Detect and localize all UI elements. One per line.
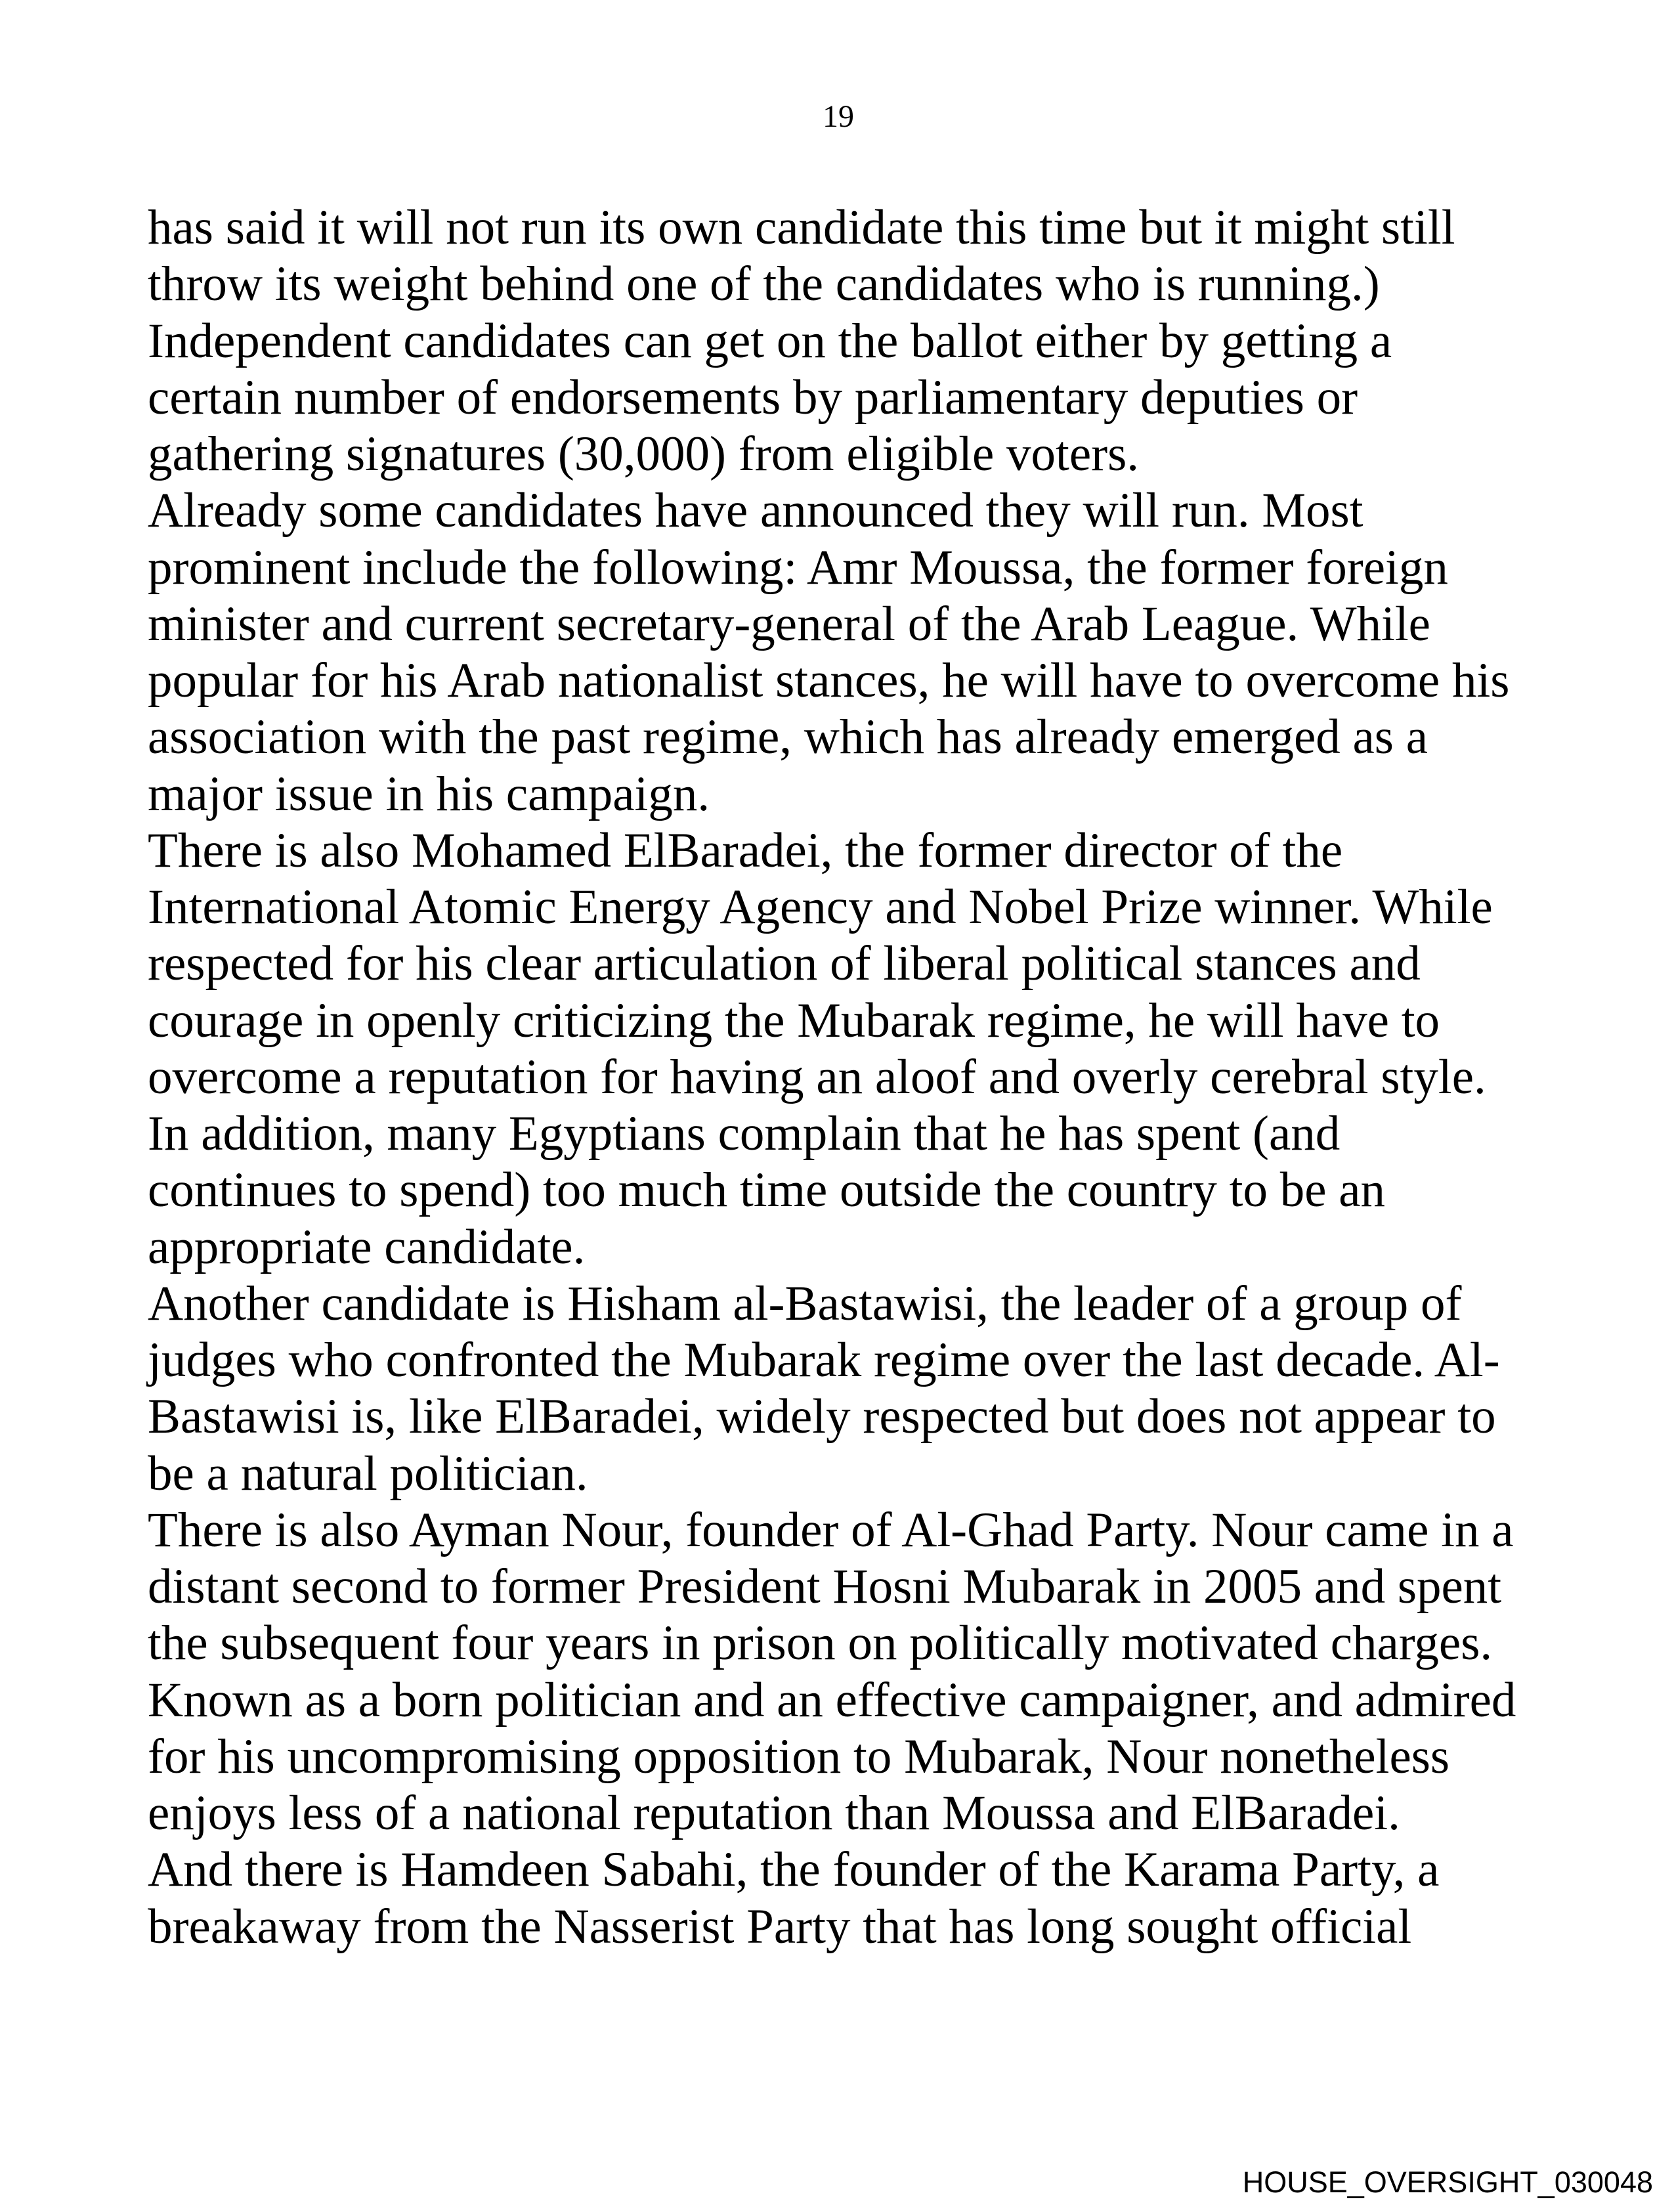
text-line: has said it will not run its own candidate this time but it might still [148, 200, 1455, 255]
text-line: There is also Mohamed ElBaradei, the former director of the [148, 823, 1343, 878]
text-line: Bastawisi is, like ElBaradei, widely respected but does not appear to [148, 1389, 1496, 1444]
text-line: for his uncompromising opposition to Mubarak, Nour nonetheless [148, 1729, 1450, 1784]
text-line: Independent candidates can get on the ballot either by getting a [148, 313, 1392, 368]
page-number: 19 [823, 99, 854, 134]
text-line: the subsequent four years in prison on politically motivated charges. [148, 1616, 1493, 1671]
text-line: popular for his Arab nationalist stances, he will have to overcome his [148, 653, 1510, 708]
text-line: Already some candidates have announced they will run. Most [148, 483, 1363, 538]
text-line: prominent include the following: Amr Moussa, the former foreign [148, 540, 1448, 595]
text-line: Known as a born politician and an effective campaigner, and admired [148, 1672, 1516, 1727]
text-line: judges who confronted the Mubarak regime over the last decade. Al- [148, 1333, 1500, 1387]
text-line: major issue in his campaign. [148, 766, 710, 821]
text-line: enjoys less of a national reputation than Moussa and ElBaradei. [148, 1786, 1400, 1840]
text-line: And there is Hamdeen Sabahi, the founder of the Karama Party, a [148, 1842, 1440, 1898]
text-line: In addition, many Egyptians complain that he has spent (and [148, 1106, 1341, 1161]
text-line: continues to spend) too much time outside the country to be an [148, 1163, 1386, 1218]
text-line: overcome a reputation for having an aloof and overly cerebral style. [148, 1049, 1486, 1104]
bates-stamp-footer: HOUSE_OVERSIGHT_030048 [1242, 2165, 1653, 2199]
text-line: minister and current secretary-general of the Arab League. While [148, 596, 1430, 651]
text-line: throw its weight behind one of the candidates who is running.) [148, 257, 1380, 312]
text-line: be a natural politician. [148, 1446, 588, 1501]
text-line: respected for his clear articulation of liberal political stances and [148, 936, 1421, 991]
text-line: There is also Ayman Nour, founder of Al-Ghad Party. Nour came in a [148, 1502, 1514, 1557]
text-line: distant second to former President Hosni Mubarak in 2005 and spent [148, 1559, 1502, 1614]
text-line: certain number of endorsements by parliamentary deputies or [148, 370, 1358, 425]
text-line: courage in openly criticizing the Mubarak regime, he will have to [148, 993, 1440, 1048]
text-line: gathering signatures (30,000) from eligible voters. [148, 427, 1140, 481]
text-line: association with the past regime, which has already emerged as a [148, 710, 1428, 765]
text-line: appropriate candidate. [148, 1219, 586, 1274]
text-line: International Atomic Energy Agency and Nobel Prize winner. While [148, 880, 1493, 934]
text-line: Another candidate is Hisham al-Bastawisi, the leader of a group of [148, 1276, 1462, 1331]
document-body [148, 200, 1516, 1955]
text-line: breakaway from the Nasserist Party that has long sought official [148, 1899, 1412, 1954]
